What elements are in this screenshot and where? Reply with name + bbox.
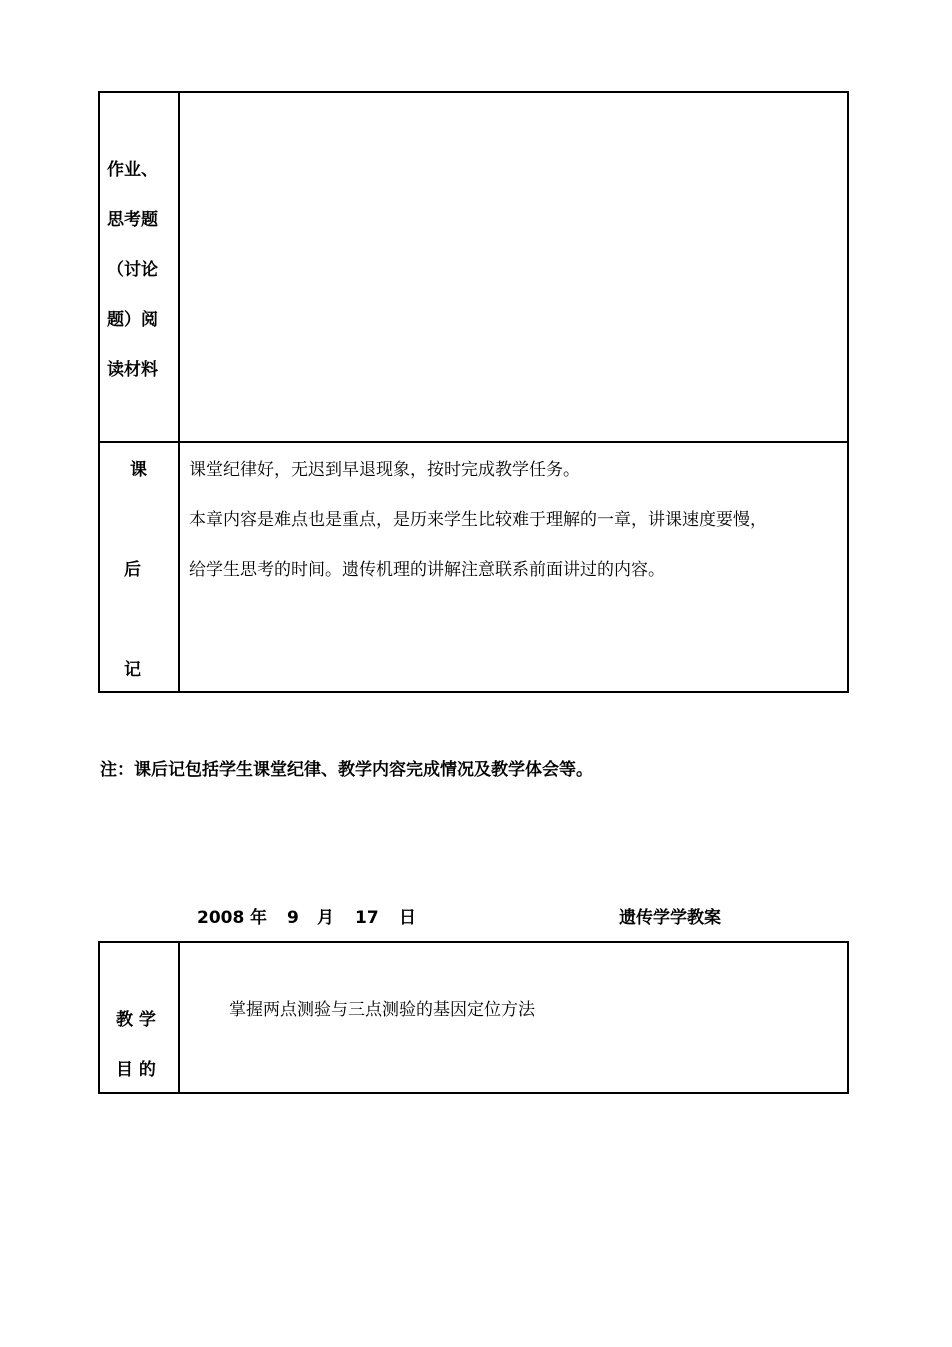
homework-label-line: 读材料 [107, 360, 158, 380]
objective-label-line: 目 的 [116, 1060, 156, 1080]
table-column-divider [178, 93, 180, 691]
homework-label-line: 思考题 [107, 210, 158, 230]
homework-label-line: （讨论 [107, 260, 158, 280]
date-year-unit: 年 [250, 908, 267, 928]
date-year: 2008 [197, 908, 245, 928]
homework-label-line: 作业、 [107, 160, 158, 180]
date-day: 17 [355, 908, 379, 928]
postclass-label-char: 后 [124, 560, 141, 580]
document-title: 遗传学学教案 [619, 908, 721, 928]
objective-label-line: 教 学 [116, 1010, 156, 1030]
postclass-note-line: 给学生思考的时间。遗传机理的讲解注意联系前面讲过的内容。 [189, 560, 665, 580]
footnote: 注：课后记包括学生课堂纪律、教学内容完成情况及教学体会等。 [100, 760, 593, 780]
homework-postclass-table [98, 91, 849, 693]
postclass-note-line: 课堂纪律好，无迟到早退现象，按时完成教学任务。 [189, 460, 580, 480]
table-row-divider [100, 441, 847, 443]
postclass-label-char: 课 [130, 460, 147, 480]
date-day-unit: 日 [399, 908, 416, 928]
date-month-unit: 月 [317, 908, 334, 928]
table-column-divider [178, 943, 180, 1092]
postclass-label-char: 记 [124, 660, 141, 680]
objective-content: 掌握两点测验与三点测验的基因定位方法 [229, 1000, 535, 1020]
date-month: 9 [287, 908, 299, 928]
postclass-note-line: 本章内容是难点也是重点，是历来学生比较难于理解的一章，讲课速度要慢， [189, 510, 767, 530]
homework-label-line: 题）阅 [107, 310, 158, 330]
